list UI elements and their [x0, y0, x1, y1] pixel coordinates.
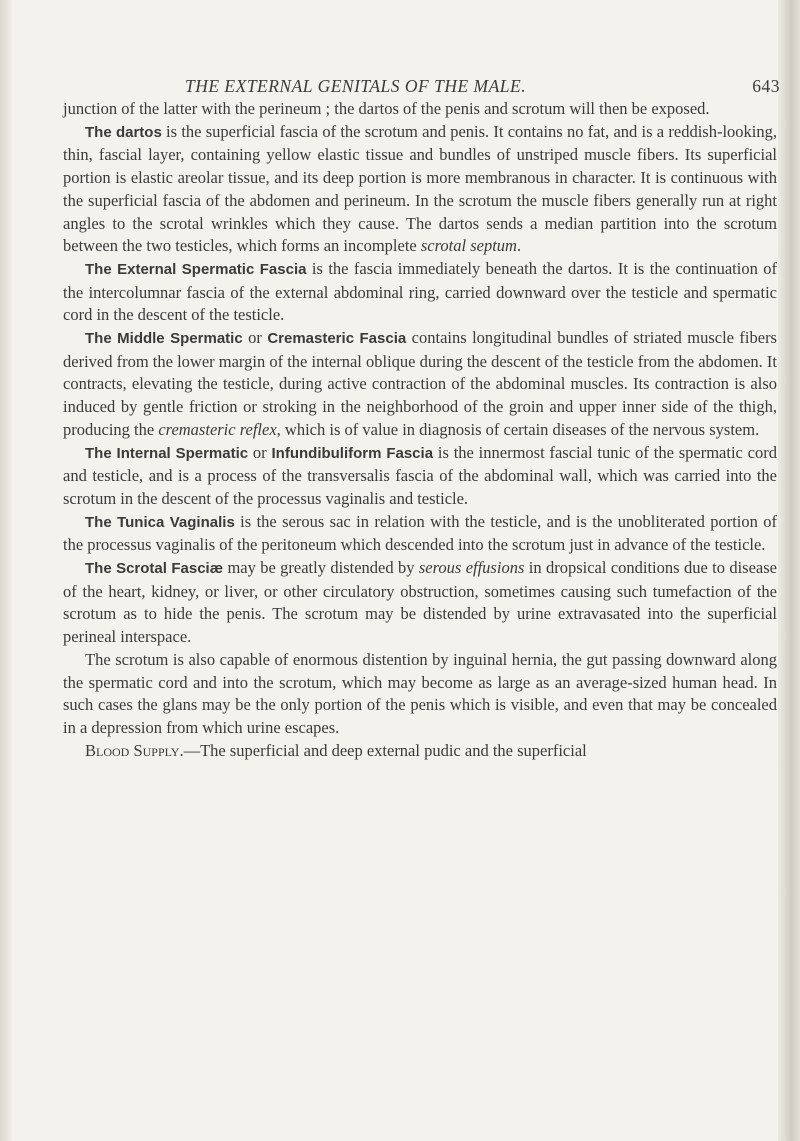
section-term: Blood Supply.	[85, 740, 184, 760]
italic-term: cremasteric reflex	[158, 419, 277, 439]
paragraph-scrotal-fasciae: The Scrotal Fasciæ may be greatly distended by serous effusions in dropsical conditions due to disease of the heart, kidney, or liver, or other circulatory obstruction, sometimes causing such tumefaction of the scrotum as to hide the penis. The scrotum may be distended by urine extravasated into the superficial perineal interspace.	[63, 558, 777, 647]
paragraph-infundibuliform-fascia: The Internal Spermatic or Infundibuliform Fascia is the innermost fascial tunic of the spermatic cord and testicle, and is a process of the transversalis fascia of the abdominal wall, which was carried into the scrotum in the descent of the processus vaginalis and testicle.	[63, 442, 778, 508]
section-term: The dartos	[85, 123, 162, 141]
italic-term: scrotal septum	[420, 236, 517, 256]
body-text	[63, 98, 777, 762]
page-right-edge	[778, 0, 800, 1141]
paragraph-external-spermatic-fascia: The External Spermatic Fascia is the fascia immediately beneath the dartos. It is the continuation of the intercolumnar fascia of the external abdominal ring, carried downward over the testicle and spermatic cord in the descent of the testicle.	[63, 258, 777, 325]
paragraph-blood-supply: Blood Supply.—The superficial and deep external pudic and the superficial	[85, 740, 587, 760]
paragraph-cremasteric-fascia: The Middle Spermatic or Cremasteric Fascia contains longitudinal bundles of striated muscle fibers derived from the lower margin of the internal oblique during the descent of the testicle from the abdomen. It contracts, elevating the testicle, during active contraction of the abdominal muscles. Its contraction is also induced by gentle friction or stroking in the neighborhood of the groin and upper inner side of the thigh, producing the cremasteric reflex, which is of value in diagnosis of certain diseases of the nervous system.	[63, 328, 778, 439]
italic-term: serous effusions	[418, 558, 525, 578]
paragraph-dartos: The dartos is the superficial fascia of the scrotum and penis. It contains no fat, and is a reddish-looking, thin, fascial layer, containing yellow elastic tissue and bundles of unstriped muscle fibers. Its superficial portion is elastic areolar tissue, and its deep portion is more membranous in character. It is continuous with the superficial fascia of the abdomen and perineum. In the scrotum the muscle fibers generally run at right angles to the scrotal wrinkles which they cause. The dartos sends a median partition into the scrotum between the two testicles, which forms an incomplete scrotal septum.	[63, 121, 777, 256]
paragraph-tunica-vaginalis: The Tunica Vaginalis is the serous sac in relation with the testicle, and is the unobliterated portion of the processus vaginalis of the peritoneum which descended into the scrotum just in advance of the testicle.	[63, 511, 777, 555]
section-term: Cremasteric Fascia	[267, 330, 407, 348]
section-term: The Tunica Vaginalis	[85, 513, 235, 531]
page-number: 643	[752, 76, 780, 96]
section-term: The Scrotal Fasciæ	[85, 560, 224, 578]
section-term: Infundibuliform Fascia	[271, 444, 434, 462]
section-term: The Internal Spermatic	[85, 444, 249, 462]
section-term: The Middle Spermatic	[85, 330, 243, 348]
section-term: The External Spermatic Fascia	[85, 260, 307, 278]
paragraph-hernia: The scrotum is also capable of enormous distention by inguinal hernia, the gut passing downward along the spermatic cord and into the scrotum, which may become as large as an average-sized human head. In such cases the glans may be the only portion of the penis which is visible, and even that may be concealed in a depression from which urine escapes.	[63, 649, 777, 737]
page-left-edge	[0, 0, 12, 1141]
running-title: THE EXTERNAL GENITALS OF THE MALE.	[185, 76, 527, 96]
paragraph: junction of the latter with the perineum ; the dartos of the penis and scrotum will then be exposed.	[63, 99, 710, 118]
